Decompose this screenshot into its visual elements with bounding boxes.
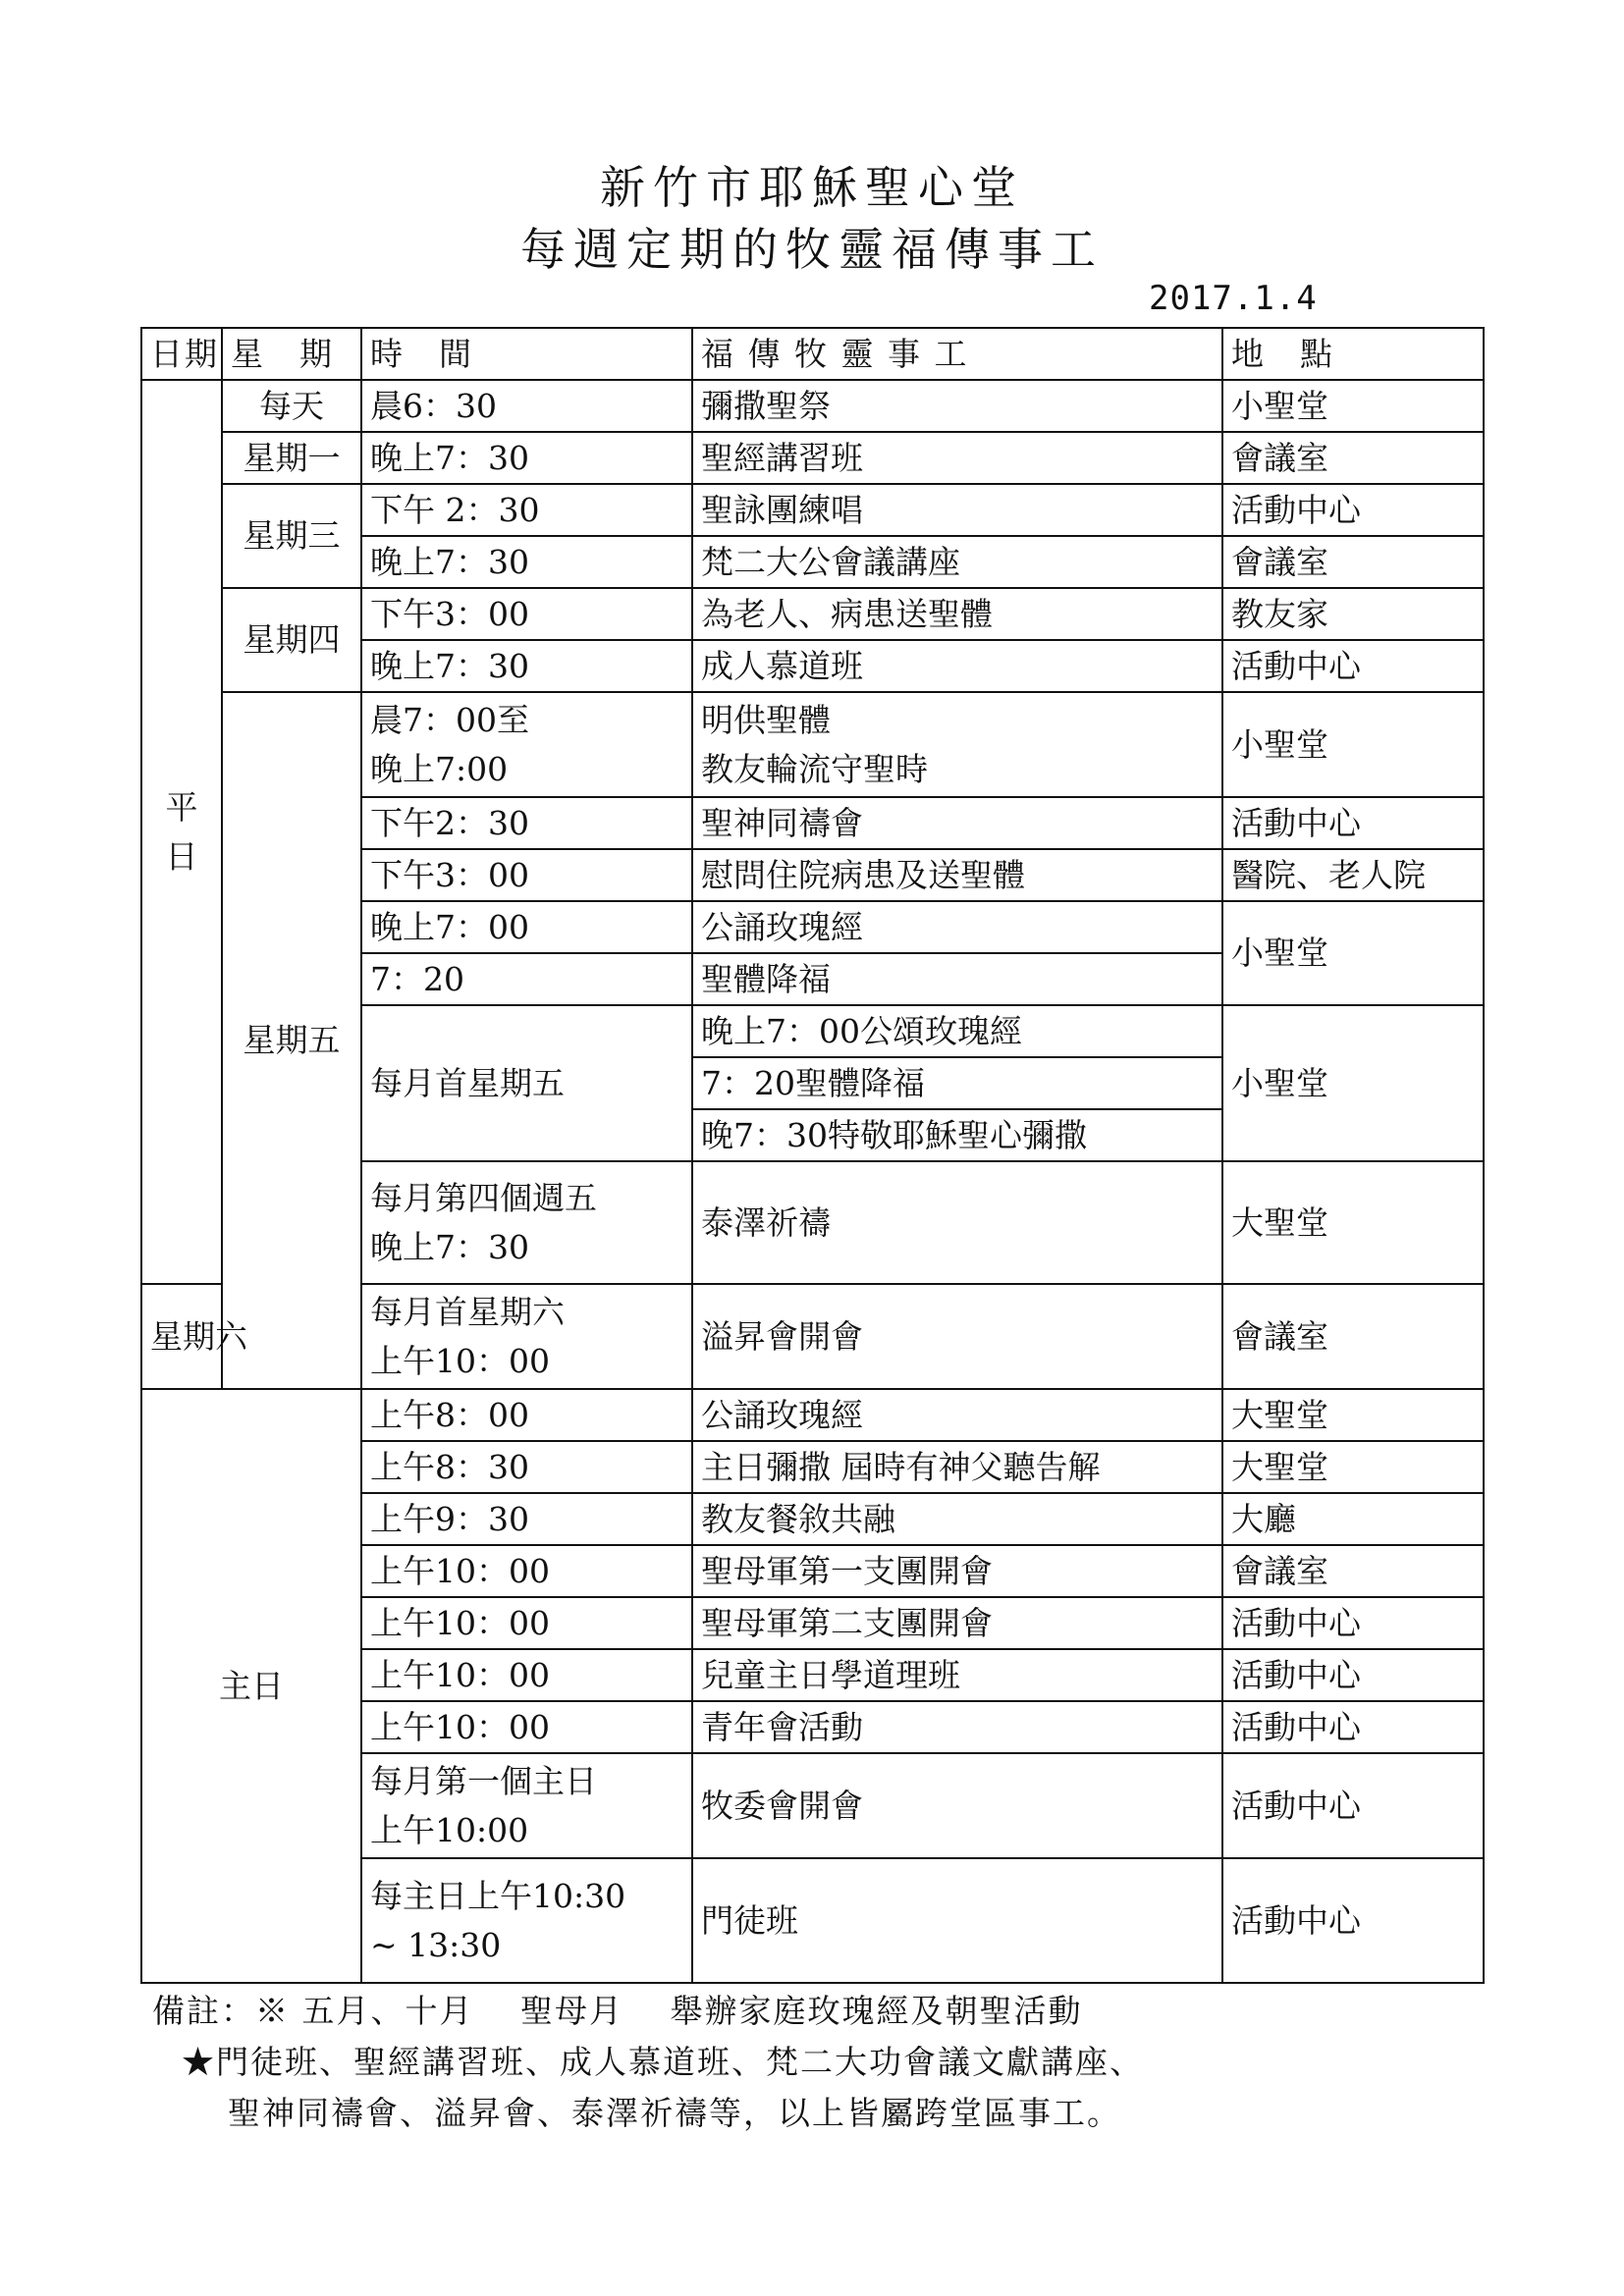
time-line: 每月第四個週五 [370, 1179, 597, 1217]
place-cell: 活動中心 [1222, 1649, 1484, 1701]
time-cell: 7：20 [361, 953, 692, 1005]
time-line: 晨7：00至 [370, 701, 529, 739]
activity-cell: 牧委會開會 [692, 1753, 1222, 1858]
activity-cell: 慰問住院病患及送聖體 [692, 849, 1222, 901]
activity-cell: 聖母軍第一支團開會 [692, 1545, 1222, 1597]
place-cell: 活動中心 [1222, 484, 1484, 536]
place-cell: 活動中心 [1222, 1858, 1484, 1983]
activity-cell: 晚7：30特敬耶穌聖心彌撒 [692, 1109, 1222, 1161]
time-cell: 每月首星期五 [361, 1005, 692, 1161]
table-row [141, 484, 1484, 536]
place-cell: 小聖堂 [1222, 1005, 1484, 1161]
place-cell: 會議室 [1222, 1284, 1484, 1389]
place-cell: 大聖堂 [1222, 1441, 1484, 1493]
time-line: 每月首星期六 [370, 1293, 565, 1331]
remark-line: 備註：※ 五月、十月 聖母月 舉辦家庭玫瑰經及朝聖活動 [152, 1992, 1083, 2030]
activity-cell: 成人慕道班 [692, 640, 1222, 692]
activity-cell: 7：20聖體降福 [692, 1057, 1222, 1109]
header-row [141, 328, 1484, 380]
col-header-weekday: 星 期 [222, 328, 361, 380]
weekday-group-label: 平 日 [141, 380, 222, 1284]
activity-cell: 晚上7：00公頌玫瑰經 [692, 1005, 1222, 1057]
activity-cell: 聖詠團練唱 [692, 484, 1222, 536]
table-row [141, 1389, 1484, 1441]
activity-cell: 青年會活動 [692, 1701, 1222, 1753]
activity-cell: 泰澤祈禱 [692, 1161, 1222, 1284]
time-cell [361, 1284, 692, 1389]
time-cell: 上午8：00 [361, 1389, 692, 1441]
time-cell: 下午3：00 [361, 588, 692, 640]
day-wed: 星期三 [222, 484, 361, 588]
time-cell: 上午10：00 [361, 1545, 692, 1597]
activity-cell: 梵二大公會議講座 [692, 536, 1222, 588]
time-line: 每月第一個主日 [370, 1762, 597, 1800]
time-cell: 晚上7：30 [361, 432, 692, 484]
activity-cell: 溢昇會開會 [692, 1284, 1222, 1389]
place-cell: 會議室 [1222, 1545, 1484, 1597]
place-cell: 教友家 [1222, 588, 1484, 640]
activity-cell: 主日彌撒 屆時有神父聽告解 [692, 1441, 1222, 1493]
sunday-group-label: 主日 [141, 1389, 361, 1983]
time-cell: 上午10：00 [361, 1649, 692, 1701]
table-row [141, 432, 1484, 484]
time-cell [361, 1858, 692, 1983]
time-cell: 下午3：00 [361, 849, 692, 901]
time-cell [361, 1753, 692, 1858]
time-cell [361, 1161, 692, 1284]
place-cell: 小聖堂 [1222, 380, 1484, 432]
time-cell: 上午10：00 [361, 1597, 692, 1649]
time-cell [361, 692, 692, 797]
document-subtitle: 每週定期的牧靈福傳事工 [520, 223, 1104, 276]
remark-line: ★門徒班、聖經講習班、成人慕道班、梵二大功會議文獻講座、 [182, 2043, 1144, 2081]
time-cell: 晚上7：30 [361, 536, 692, 588]
activity-cell: 兒童主日學道理班 [692, 1649, 1222, 1701]
time-cell: 晚上7：30 [361, 640, 692, 692]
day-daily: 每天 [222, 380, 361, 432]
time-line: 晚上7:00 [370, 749, 509, 788]
place-cell: 大廳 [1222, 1493, 1484, 1545]
time-cell: 下午2：30 [361, 797, 692, 849]
remark-line: 聖神同禱會、溢昇會、泰澤祈禱等，以上皆屬跨堂區事工。 [228, 2094, 1121, 2132]
activity-cell: 公誦玫瑰經 [692, 1389, 1222, 1441]
place-cell: 小聖堂 [1222, 901, 1484, 1005]
time-line: 上午10:00 [370, 1810, 529, 1849]
col-header-activity: 福 傳 牧 靈 事 工 [692, 328, 1222, 380]
document-date: 2017.1.4 [1149, 279, 1318, 318]
activity-line: 教友輪流守聖時 [701, 749, 928, 788]
activity-cell: 聖體降福 [692, 953, 1222, 1005]
day-fri: 星期五 [222, 692, 361, 1389]
place-cell: 活動中心 [1222, 1701, 1484, 1753]
place-cell: 醫院、老人院 [1222, 849, 1484, 901]
time-cell: 下午 2：30 [361, 484, 692, 536]
place-cell: 活動中心 [1222, 1753, 1484, 1858]
place-cell: 小聖堂 [1222, 692, 1484, 797]
col-header-time: 時 間 [361, 328, 692, 380]
place-cell: 大聖堂 [1222, 1161, 1484, 1284]
schedule-table [140, 327, 1485, 1984]
table-row [141, 588, 1484, 640]
activity-cell: 門徒班 [692, 1858, 1222, 1983]
time-line: 晚上7：30 [370, 1227, 529, 1266]
time-line: ~ 13:30 [370, 1925, 502, 1964]
day-mon: 星期一 [222, 432, 361, 484]
time-line: 上午10：00 [370, 1341, 550, 1380]
table-row [141, 692, 1484, 797]
day-sat: 星期六 [141, 1284, 222, 1389]
activity-cell: 聖經講習班 [692, 432, 1222, 484]
document-title: 新竹市耶穌聖心堂 [600, 161, 1024, 214]
activity-cell: 公誦玫瑰經 [692, 901, 1222, 953]
day-thu: 星期四 [222, 588, 361, 692]
col-header-date: 日期 [141, 328, 222, 380]
col-header-place: 地 點 [1222, 328, 1484, 380]
activity-cell: 教友餐敘共融 [692, 1493, 1222, 1545]
time-cell: 上午9：30 [361, 1493, 692, 1545]
activity-cell: 聖母軍第二支團開會 [692, 1597, 1222, 1649]
activity-cell [692, 692, 1222, 797]
time-line: 每主日上午10:30 [370, 1877, 626, 1915]
time-cell: 上午8：30 [361, 1441, 692, 1493]
time-cell: 晚上7：00 [361, 901, 692, 953]
place-cell: 會議室 [1222, 432, 1484, 484]
table-row [141, 380, 1484, 432]
place-cell: 會議室 [1222, 536, 1484, 588]
activity-cell: 為老人、病患送聖體 [692, 588, 1222, 640]
place-cell: 活動中心 [1222, 797, 1484, 849]
time-cell: 上午10：00 [361, 1701, 692, 1753]
activity-cell: 聖神同禱會 [692, 797, 1222, 849]
activity-line: 明供聖體 [701, 701, 831, 739]
activity-cell: 彌撒聖祭 [692, 380, 1222, 432]
time-cell: 晨6：30 [361, 380, 692, 432]
place-cell: 大聖堂 [1222, 1389, 1484, 1441]
place-cell: 活動中心 [1222, 640, 1484, 692]
place-cell: 活動中心 [1222, 1597, 1484, 1649]
